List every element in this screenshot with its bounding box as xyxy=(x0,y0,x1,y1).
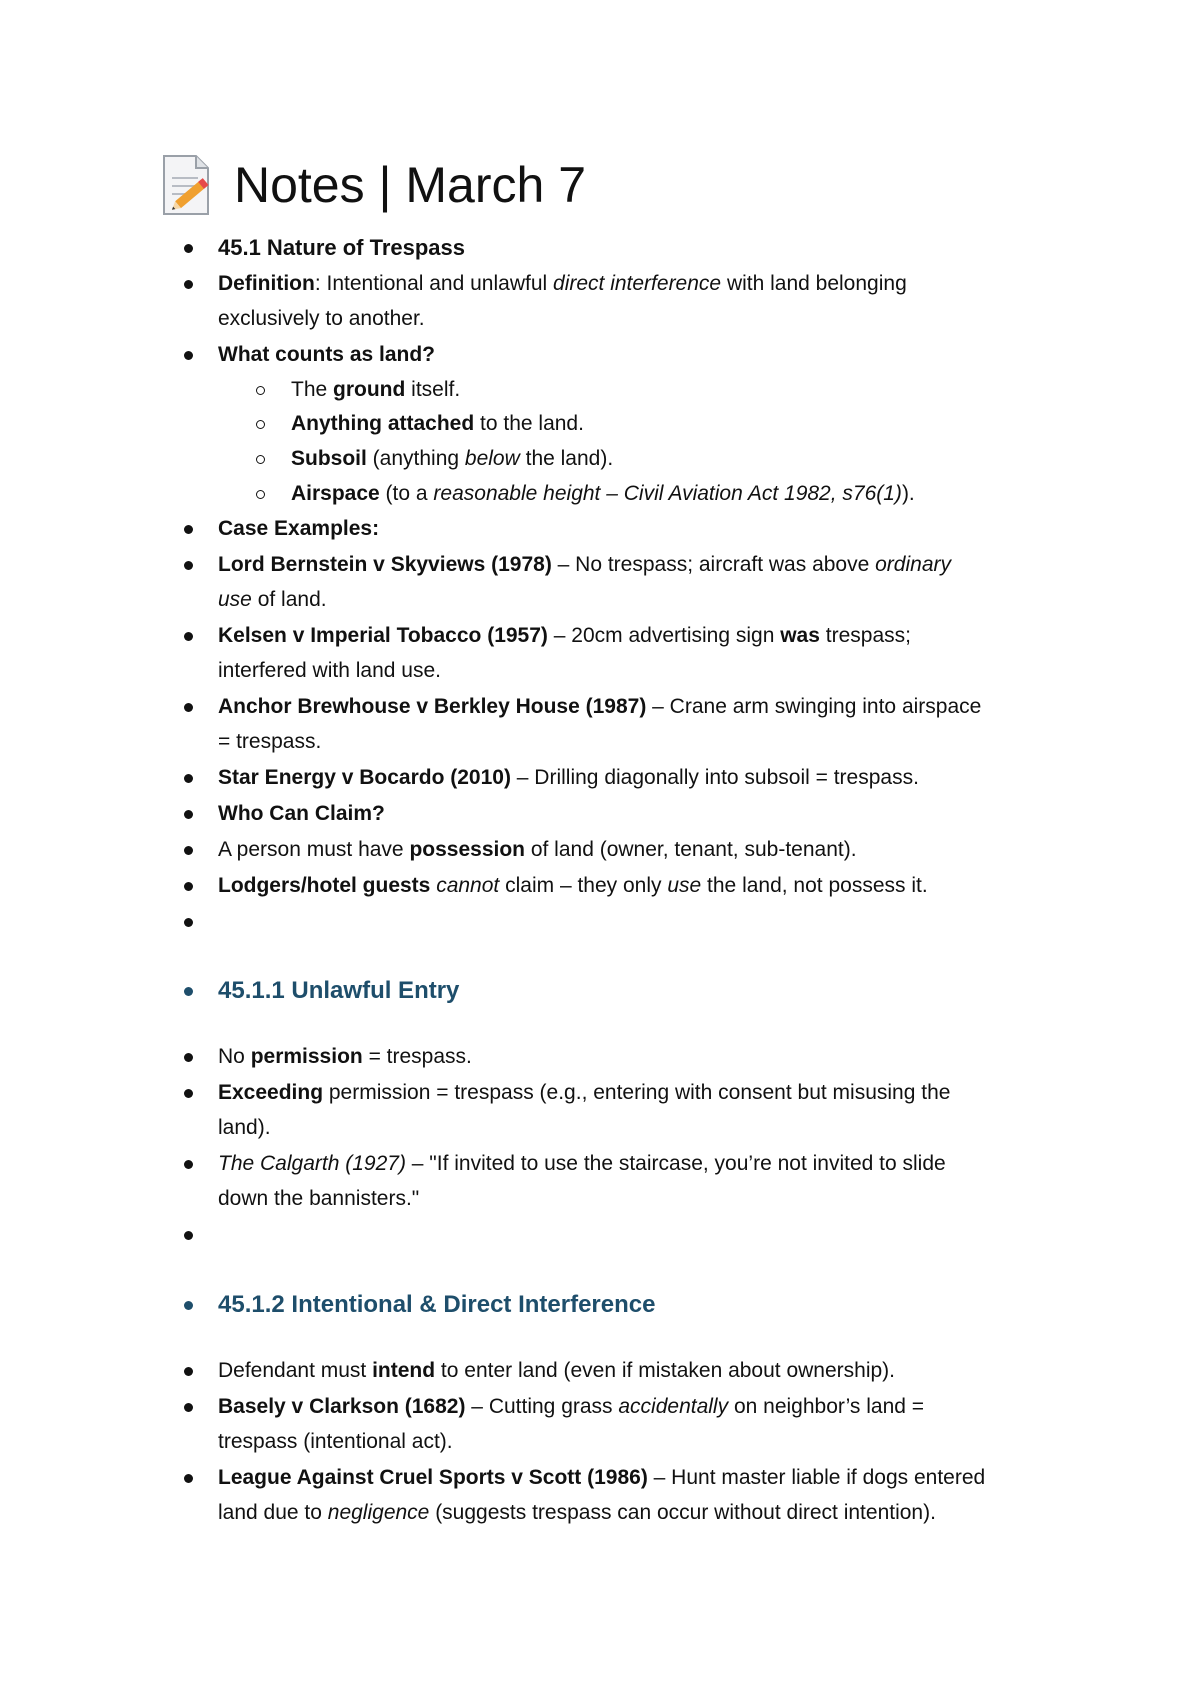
sub-bullet xyxy=(256,490,265,499)
case-basely: Basely v Clarkson (1682) – Cutting grass accidentally on neighbor’s land = xyxy=(218,1395,925,1418)
case-calgarth-continued: down the bannisters." xyxy=(218,1187,420,1210)
case-basely-continued: trespass (intentional act). xyxy=(218,1430,453,1453)
empty-bullet xyxy=(184,918,193,927)
bullet xyxy=(184,1367,193,1376)
section-heading-nature: 45.1 Nature of Trespass xyxy=(218,235,466,260)
bullet xyxy=(184,244,193,253)
bullet xyxy=(184,810,193,819)
case-league-continued: land due to negligence (suggests trespass can occur without direct intention). xyxy=(218,1501,936,1524)
case-anchor-continued: = trespass. xyxy=(218,730,322,753)
case-league-against-cruel-sports: League Against Cruel Sports v Scott (1986) – Hunt master liable if dogs entered xyxy=(218,1466,986,1489)
bullet xyxy=(184,632,193,641)
bullet xyxy=(184,882,193,891)
bullet xyxy=(184,774,193,783)
bullet xyxy=(184,1160,193,1169)
entry-exceeding-continued: land). xyxy=(218,1116,271,1139)
land-item-airspace: Airspace (to a reasonable height – Civil Aviation Act 1982, s76(1)). xyxy=(291,482,915,505)
bullet xyxy=(184,561,193,570)
section-heading-intentional-interference: 45.1.2 Intentional & Direct Interference xyxy=(218,1291,656,1318)
case-kelsen: Kelsen v Imperial Tobacco (1957) – 20cm advertising sign was trespass; xyxy=(218,624,911,647)
page-title: Notes | March 7 xyxy=(234,157,587,213)
who-can-claim-label: Who Can Claim? xyxy=(218,802,385,825)
section-heading-unlawful-entry: 45.1.1 Unlawful Entry xyxy=(218,977,460,1004)
bullet xyxy=(184,1474,193,1483)
title-row xyxy=(160,150,586,220)
case-star-energy: Star Energy v Bocardo (2010) – Drilling diagonally into subsoil = trespass. xyxy=(218,766,919,789)
entry-exceeding-permission: Exceeding permission = trespass (e.g., entering with consent but misusing the xyxy=(218,1081,951,1104)
bullet xyxy=(184,1301,193,1310)
case-anchor: Anchor Brewhouse v Berkley House (1987) – Crane arm swinging into airspace xyxy=(218,695,982,718)
sub-bullet xyxy=(256,455,265,464)
bullet xyxy=(184,987,193,996)
sub-bullet xyxy=(256,420,265,429)
entry-no-permission: No permission = trespass. xyxy=(218,1045,472,1068)
bullet xyxy=(184,525,193,534)
sub-bullet xyxy=(256,386,265,395)
who-possession: A person must have possession of land (owner, tenant, sub-tenant). xyxy=(218,838,857,861)
who-lodgers: Lodgers/hotel guests cannot claim – they only use the land, not possess it. xyxy=(218,874,928,897)
case-kelsen-continued: interfered with land use. xyxy=(218,659,441,682)
land-item-attached: Anything attached to the land. xyxy=(291,412,584,435)
memo-icon xyxy=(160,154,216,216)
bullet xyxy=(184,1053,193,1062)
bullet xyxy=(184,703,193,712)
bullet xyxy=(184,1403,193,1412)
empty-bullet xyxy=(184,1231,193,1240)
interference-intend: Defendant must intend to enter land (even if mistaken about ownership). xyxy=(218,1359,896,1382)
bullet xyxy=(184,1089,193,1098)
bullet xyxy=(184,351,193,360)
bullet xyxy=(184,280,193,289)
case-examples-label: Case Examples: xyxy=(218,517,380,540)
land-question: What counts as land? xyxy=(218,343,436,366)
case-calgarth: The Calgarth (1927) – "If invited to use the staircase, you’re not invited to slide xyxy=(218,1152,946,1175)
land-item-subsoil: Subsoil (anything below the land). xyxy=(291,447,614,470)
bullet xyxy=(184,846,193,855)
definition-item: Definition: Intentional and unlawful direct interference with land belonging xyxy=(218,272,907,295)
case-bernstein: Lord Bernstein v Skyviews (1978) – No trespass; aircraft was above ordinary xyxy=(218,553,951,576)
case-bernstein-continued: use of land. xyxy=(218,588,327,611)
definition-continued: exclusively to another. xyxy=(218,307,425,330)
land-item-ground: The ground itself. xyxy=(291,378,461,401)
